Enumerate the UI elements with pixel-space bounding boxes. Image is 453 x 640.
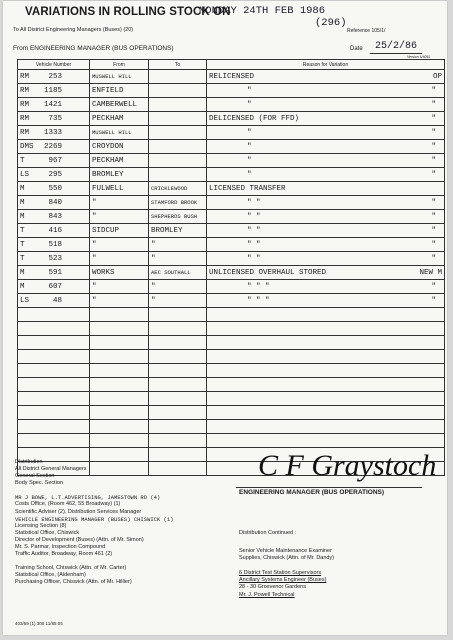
col-header-reason: Reason for Variation: [207, 60, 445, 70]
reason-cell: [207, 406, 445, 420]
table-row: [18, 280, 445, 294]
vehicle-type: M: [20, 198, 25, 207]
reason-text: " ": [247, 226, 261, 235]
vehicle-type: DMS: [20, 142, 34, 151]
vehicle-cell: [18, 364, 90, 378]
reason-text: RELICENSED: [209, 72, 255, 81]
vehicle-cell: [18, 280, 90, 294]
vehicle-cell: [18, 126, 90, 140]
to-cell: [149, 378, 207, 392]
from-cell: [90, 378, 149, 392]
from-depot: SIDCUP: [92, 226, 120, 235]
from-cell: [90, 98, 149, 112]
table-row: [18, 168, 445, 182]
to-cell: [149, 126, 207, 140]
reason-text: UNLICENSED OVERHAUL STORED: [209, 268, 327, 277]
table-row: [18, 196, 445, 210]
from-cell: [90, 154, 149, 168]
vehicle-cell: [18, 434, 90, 448]
from-cell: [90, 364, 149, 378]
table-row: [18, 420, 445, 434]
handwritten-title-date: MONDAY 24TH FEB 1986: [199, 5, 326, 17]
vehicle-number: 518: [48, 240, 62, 249]
to-cell: [149, 294, 207, 308]
from-depot: ENFIELD: [92, 86, 124, 95]
table-row: [18, 210, 445, 224]
to-cell: [149, 154, 207, 168]
distribution-line: Purchasing Officer, Chiswick (Attn. of Mr. Hillier): [15, 579, 132, 586]
reason-note: ": [431, 128, 436, 137]
reason-note: ": [431, 254, 436, 263]
from-cell: [90, 266, 149, 280]
from-cell: [90, 210, 149, 224]
col-header-to: To: [149, 60, 207, 70]
from-depot: WORKS: [92, 268, 115, 277]
to-cell: [149, 182, 207, 196]
vehicle-number: 735: [48, 114, 62, 123]
vehicle-cell: [18, 98, 90, 112]
table-row: [18, 406, 445, 420]
from-cell: [90, 392, 149, 406]
vehicle-cell: [18, 182, 90, 196]
to-cell: [149, 336, 207, 350]
reason-text: DELICENSED (FOR FFD): [209, 114, 300, 123]
handwritten-distribution-1: MR J BOWE, L.T.ADVERTISING, JAMESTOWN RD (4): [15, 494, 161, 502]
vehicle-cell: [18, 378, 90, 392]
continued-line: Senior Vehicle Maintenance Examiner: [239, 548, 332, 554]
vehicle-cell: [18, 140, 90, 154]
to-cell: [149, 238, 207, 252]
vehicle-type: M: [20, 268, 25, 277]
table-row: [18, 294, 445, 308]
vehicle-number: 2269: [43, 142, 62, 151]
from-depot: PECKHAM: [92, 114, 124, 123]
reason-cell: [207, 140, 445, 154]
reason-text: " ": [247, 212, 261, 221]
to-depot: ": [151, 254, 156, 263]
continued-line: Supplies, Chiswick (Attn. of Mr. Dandy): [239, 555, 335, 562]
table-row: [18, 112, 445, 126]
signature: C F Graystoch: [258, 449, 437, 482]
vehicle-cell: [18, 112, 90, 126]
continued-spacer: [239, 563, 334, 570]
vehicle-type: RM: [20, 128, 30, 137]
reason-cell: [207, 308, 445, 322]
vehicle-number: 840: [48, 198, 62, 207]
date-value: 25/2/86: [375, 41, 418, 52]
reason-text: " ": [247, 254, 261, 263]
distribution-line: All District General Managers: [15, 466, 87, 473]
reason-cell: [207, 210, 445, 224]
from-depot: BROMLEY: [92, 170, 124, 179]
reason-cell: [207, 98, 445, 112]
from-cell: [90, 252, 149, 266]
reason-text: ": [247, 170, 252, 179]
vehicle-type: T: [20, 226, 25, 235]
reason-note: ": [431, 212, 436, 221]
vehicle-cell: [18, 266, 90, 280]
table-row: [18, 392, 445, 406]
vehicle-type: RM: [20, 86, 30, 95]
col-header-from: From: [90, 60, 149, 70]
from-cell: [90, 238, 149, 252]
reason-text: ": [247, 86, 252, 95]
vehicle-cell: [18, 224, 90, 238]
from-depot: CROYDON: [92, 142, 124, 151]
vehicle-type: RM: [20, 100, 30, 109]
vehicle-number: 607: [48, 282, 62, 291]
reference-label: Reference 105/1/: [347, 28, 386, 34]
distribution-line: Scientific Adviser (2), Distribution Services Manager: [15, 508, 142, 515]
to-cell: [149, 364, 207, 378]
from-cell: [90, 280, 149, 294]
to-cell: [149, 392, 207, 406]
distribution-line: Statistical Office, (Aldenham): [15, 572, 86, 579]
table-row: [18, 140, 445, 154]
distribution-line: Training School, Chiswick (Attn. of Mr. Carter): [15, 565, 127, 572]
reason-note: ": [431, 156, 436, 165]
vehicle-cell: [18, 392, 90, 406]
to-cell: [149, 84, 207, 98]
reason-cell: [207, 84, 445, 98]
table-row: [18, 182, 445, 196]
vehicle-number: 1185: [43, 86, 62, 95]
vehicle-number: 416: [48, 226, 62, 235]
vehicle-cell: [18, 350, 90, 364]
from-cell: [90, 294, 149, 308]
to-cell: [149, 252, 207, 266]
vehicle-cell: [18, 238, 90, 252]
vehicle-number: 550: [48, 184, 62, 193]
vehicle-number: 591: [48, 268, 62, 277]
to-cell: [149, 308, 207, 322]
reason-cell: [207, 322, 445, 336]
vehicle-type: T: [20, 240, 25, 249]
table-row: [18, 336, 445, 350]
signature-line: [236, 487, 422, 488]
table-row: [18, 378, 445, 392]
handwritten-distribution-2: VEHICLE ENGINEERING MANAGER (BUSES) CHISWICK (1): [15, 515, 174, 523]
vehicle-cell: [18, 308, 90, 322]
table-row: [18, 98, 445, 112]
distribution-line: Licensing Section (8): [15, 522, 67, 529]
vehicle-type: LS: [20, 170, 30, 179]
from-cell: [90, 336, 149, 350]
reason-cell: [207, 420, 445, 434]
from-cell: [90, 308, 149, 322]
from-depot: PECKHAM: [92, 156, 124, 165]
form-code: 403/59 (1) 300 11/85 04: [15, 621, 63, 626]
date-label: Date: [350, 46, 363, 52]
vehicle-number: 967: [48, 156, 62, 165]
vehicle-number: 1333: [43, 128, 62, 137]
reason-note: ": [431, 100, 436, 109]
from-cell: [90, 322, 149, 336]
distribution-line: Traffic Auditor, Broadway, Room 461 (2): [15, 551, 113, 558]
vehicle-cell: [18, 322, 90, 336]
continued-line: Mr. J. Powell Technical: [239, 591, 295, 598]
reason-cell: [207, 350, 445, 364]
distribution-line: Costs Office, (Room 462, 55 Broadway) (1): [15, 501, 121, 508]
to-cell: [149, 280, 207, 294]
reason-text: " " ": [247, 282, 270, 291]
vehicle-type: RM: [20, 114, 30, 123]
reason-text: LICENSED TRANSFER: [209, 184, 286, 193]
from-cell: [90, 112, 149, 126]
reason-note: NEW M: [419, 268, 442, 277]
reason-cell: [207, 378, 445, 392]
vehicle-type: LS: [20, 296, 30, 305]
reason-note: ": [431, 296, 436, 305]
vehicle-type: M: [20, 282, 25, 291]
to-depot: SHEPHERDS BUSH: [151, 212, 198, 220]
table-row: [18, 322, 445, 336]
vehicle-cell: [18, 420, 90, 434]
from-cell: [90, 196, 149, 210]
vehicle-number: 523: [48, 254, 62, 263]
from-depot: ": [92, 254, 97, 263]
to-cell: [149, 350, 207, 364]
distribution-continued-label: Distribution Continued :: [239, 530, 297, 536]
distribution-line: Distribution: [15, 459, 43, 465]
from-depot: CAMBERWELL: [92, 100, 138, 109]
from-cell: [90, 84, 149, 98]
from-depot: MUSWELL HILL: [92, 72, 132, 80]
from-cell: [90, 406, 149, 420]
table-row: [18, 154, 445, 168]
to-depot: STAMFORD BROOK: [151, 198, 198, 206]
vehicle-number: 843: [48, 212, 62, 221]
to-cell: [149, 140, 207, 154]
vehicle-type: M: [20, 184, 25, 193]
reason-text: " ": [247, 240, 261, 249]
reason-cell: [207, 280, 445, 294]
from-depot: ": [92, 282, 97, 291]
reason-cell: [207, 392, 445, 406]
reason-text: ": [247, 128, 252, 137]
vehicle-type: RM: [20, 72, 30, 81]
table-row: [18, 238, 445, 252]
to-cell: [149, 420, 207, 434]
reason-note: ": [431, 170, 436, 179]
reason-cell: [207, 238, 445, 252]
to-cell: [149, 224, 207, 238]
to-cell: [149, 266, 207, 280]
signatory-title: ENGINEERING MANAGER (BUS OPERATIONS): [239, 489, 385, 496]
table-body: [18, 70, 445, 476]
table-row: [18, 70, 445, 84]
reason-cell: [207, 266, 445, 280]
reason-note: OP: [432, 72, 442, 81]
vehicle-cell: [18, 168, 90, 182]
distribution-line: Mr. S. Parmar, Inspection Compound: [15, 544, 106, 551]
to-cell: [149, 406, 207, 420]
to-cell: [149, 210, 207, 224]
from-cell: [90, 434, 149, 448]
sheet-number: (296): [315, 17, 347, 29]
from-depot: ": [92, 212, 97, 221]
from-depot: FULWELL: [92, 184, 124, 193]
from-cell: [90, 182, 149, 196]
reason-text: ": [247, 100, 252, 109]
reason-note: ": [431, 240, 436, 249]
reason-note: ": [431, 282, 436, 291]
reason-cell: [207, 168, 445, 182]
table-header-row: [18, 60, 445, 70]
vehicle-cell: [18, 252, 90, 266]
reason-note: ": [431, 226, 436, 235]
to-depot: AEC SOUTHALL: [151, 268, 191, 276]
vehicle-type: M: [20, 212, 25, 221]
reason-cell: [207, 294, 445, 308]
reason-cell: [207, 112, 445, 126]
from-cell: [90, 126, 149, 140]
table-row: [18, 84, 445, 98]
from-cell: [90, 224, 149, 238]
vehicle-number: 253: [48, 72, 62, 81]
continued-line: 28 - 30 Grosvenor Gardens: [239, 584, 306, 591]
reason-note: ": [431, 114, 436, 123]
to-cell: [149, 98, 207, 112]
distribution-list: [15, 459, 173, 587]
vehicle-cell: [18, 336, 90, 350]
from-line: From ENGINEERING MANAGER (BUS OPERATIONS): [13, 45, 174, 52]
to-cell: [149, 434, 207, 448]
reason-cell: [207, 336, 445, 350]
reason-note: ": [431, 86, 436, 95]
distribution-continued-list: [239, 548, 334, 599]
vehicle-cell: [18, 210, 90, 224]
table-row: [18, 364, 445, 378]
variations-table: [17, 59, 445, 476]
to-line: To All District Engineering Managers (Buses) (20): [13, 27, 134, 33]
reason-text: " ": [247, 198, 261, 207]
to-cell: [149, 322, 207, 336]
date-underline: [370, 53, 422, 54]
form-title: VARIATIONS IN ROLLING STOCK ON: [25, 6, 231, 18]
reason-cell: [207, 196, 445, 210]
vehicle-type: T: [20, 254, 25, 263]
version-code: Version 4/4051: [407, 55, 431, 59]
from-cell: [90, 350, 149, 364]
reason-cell: [207, 224, 445, 238]
from-cell: [90, 140, 149, 154]
reason-text: ": [247, 142, 252, 151]
table-row: [18, 308, 445, 322]
table-row: [18, 126, 445, 140]
continued-line: Ancillary Systems Engineer (Buses): [239, 577, 327, 584]
reason-cell: [207, 252, 445, 266]
vehicle-number: 1421: [43, 100, 62, 109]
to-cell: [149, 70, 207, 84]
reason-cell: [207, 182, 445, 196]
vehicle-number: 295: [48, 170, 62, 179]
reason-cell: [207, 154, 445, 168]
from-depot: ": [92, 296, 97, 305]
to-cell: [149, 112, 207, 126]
table-row: [18, 266, 445, 280]
to-depot: BROMLEY: [151, 226, 183, 235]
from-cell: [90, 168, 149, 182]
col-header-vehicle: Vehicle Number: [18, 60, 90, 70]
vehicle-cell: [18, 196, 90, 210]
vehicle-cell: [18, 406, 90, 420]
distribution-line: Statistical Office, Chiswick: [15, 529, 80, 536]
distribution-line: General Section: [15, 473, 55, 480]
to-depot: ": [151, 240, 156, 249]
from-depot: ": [92, 198, 97, 207]
vehicle-cell: [18, 70, 90, 84]
from-depot: ": [92, 240, 97, 249]
reason-cell: [207, 434, 445, 448]
to-depot: CRICKLEWOOD: [151, 184, 188, 192]
table-row: [18, 252, 445, 266]
reason-note: ": [431, 198, 436, 207]
continued-line: 6 District Test Station Supervisors: [239, 569, 322, 576]
reason-cell: [207, 126, 445, 140]
table-row: [18, 224, 445, 238]
from-depot: MUSWELL HILL: [92, 128, 132, 136]
reason-note: ": [431, 142, 436, 151]
reason-text: ": [247, 156, 252, 165]
vehicle-type: T: [20, 156, 25, 165]
table-row: [18, 434, 445, 448]
vehicle-number: 48: [52, 296, 62, 305]
to-cell: [149, 196, 207, 210]
table-row: [18, 350, 445, 364]
reason-text: " " ": [247, 296, 270, 305]
document-page: [3, 1, 447, 635]
reason-cell: [207, 70, 445, 84]
from-cell: [90, 420, 149, 434]
vehicle-cell: [18, 84, 90, 98]
to-depot: ": [151, 296, 156, 305]
distribution-line: Body Spec. Section: [15, 480, 64, 487]
to-cell: [149, 168, 207, 182]
from-cell: [90, 70, 149, 84]
vehicle-cell: [18, 294, 90, 308]
reason-cell: [207, 364, 445, 378]
to-depot: ": [151, 282, 156, 291]
vehicle-cell: [18, 154, 90, 168]
distribution-line: Director of Development (Buses) (Attn. of Mr. Simon): [15, 536, 144, 543]
